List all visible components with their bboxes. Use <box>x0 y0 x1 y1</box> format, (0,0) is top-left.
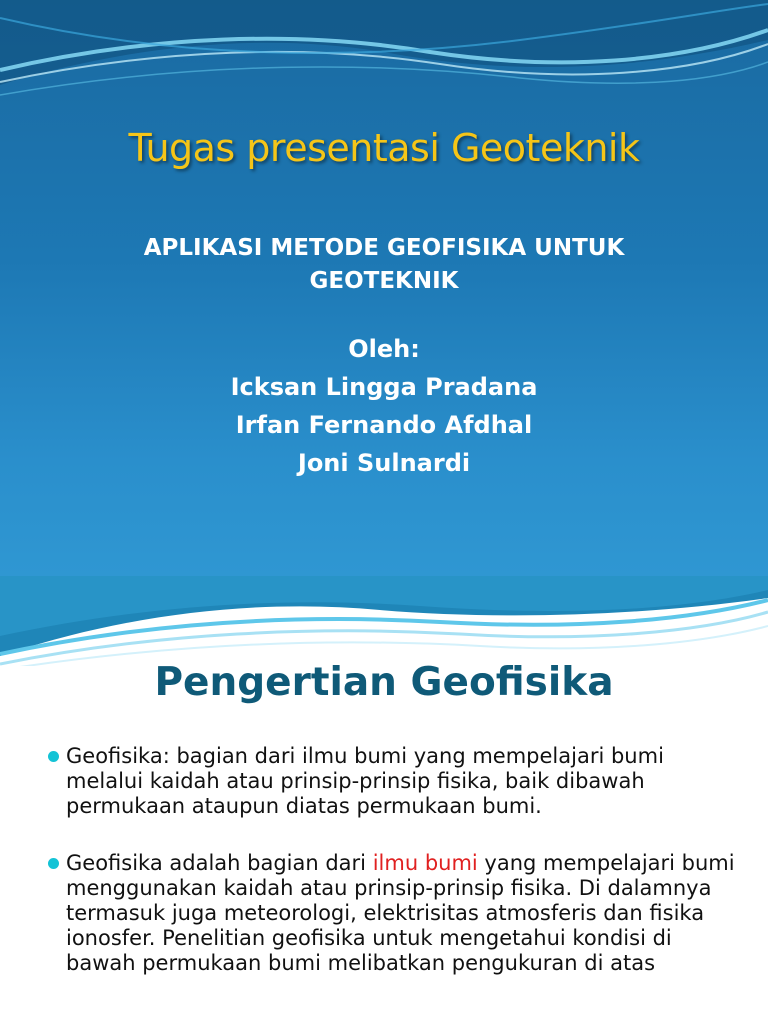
bullet-icon <box>48 858 59 869</box>
bullet-text-start: Geofisika adalah bagian dari <box>66 851 373 875</box>
bullet-icon <box>48 751 59 762</box>
author-name: Icksan Lingga Pradana <box>230 373 538 401</box>
author-name: Irfan Fernando Afdhal <box>235 411 533 439</box>
bullet-text-rest: yang mempelajari bumi menggunakan kaidah atau prinsip-prinsip fisika. Di dalamnya termasuk juga meteorologi, elektrisitas atmosferis dan fisika ionosfer. Penelitian geofisika untuk mengetahui kondisi di bawah permukaan bumi melibatkan pengukuran di atas <box>66 851 735 975</box>
author-name: Joni Sulnardi <box>297 449 471 477</box>
by-label: Oleh: <box>348 335 420 363</box>
list-item <box>48 851 738 976</box>
bullet-text: Geofisika: bagian dari ilmu bumi yang mempelajari bumi melalui kaidah atau prinsip-prinsip fisika, baik dibawah permukaan ataupun diatas permukaan bumi. <box>66 744 664 818</box>
topic-line-1: APLIKASI METODE GEOFISIKA UNTUK <box>143 235 625 261</box>
slide2-title: Pengertian Geofisika <box>154 660 614 705</box>
bullet-list <box>48 744 738 1008</box>
wave-decoration <box>0 576 768 666</box>
topic-line-2: GEOTEKNIK <box>309 268 459 294</box>
slide1-subtitle-block <box>60 232 708 482</box>
wave-decoration <box>0 0 768 110</box>
content-slide <box>0 576 768 1024</box>
slide1-title: Tugas presentasi Geoteknik <box>128 126 640 170</box>
list-item <box>48 744 738 819</box>
ilmu-bumi-link[interactable]: ilmu bumi <box>372 851 478 875</box>
